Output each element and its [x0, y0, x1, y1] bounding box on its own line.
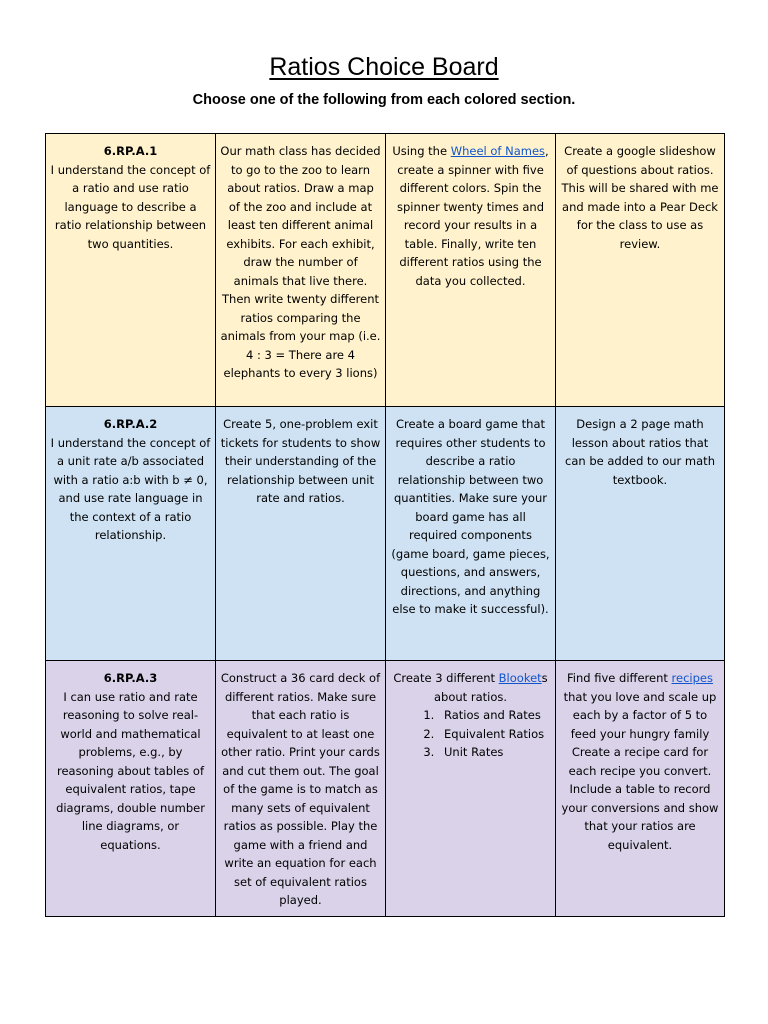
choice-cell: [216, 407, 386, 661]
blooket-link[interactable]: Blooket: [498, 671, 542, 685]
choice-cell: [386, 407, 556, 661]
choice-cell: [556, 661, 725, 917]
standard-cell: [46, 661, 216, 917]
standard-cell: [46, 407, 216, 661]
choice-cell: [556, 134, 725, 407]
choice-text-before: Find five different: [567, 671, 672, 685]
standard-code: 6.RP.A.1: [103, 144, 158, 158]
choice-cell: [556, 407, 725, 661]
standard-code: 6.RP.A.3: [103, 671, 158, 685]
choice-text: Create 5, one-problem exit tickets for students to show their understanding of the relationship between unit rate and ratios.: [220, 417, 381, 505]
page-subtitle: Choose one of the following from each colored section.: [192, 92, 576, 108]
board-row-rp-a1: [46, 134, 725, 407]
choice-text: Create a board game that requires other students to describe a ratio relationship between two quantities. Make sure your board game has all required components (game board, game pieces, questions, and answers, directions, and anything else to make it successful).: [391, 417, 550, 616]
list-item: 1. Ratios and Rates: [438, 706, 551, 725]
choice-text-after: , create a spinner with five different colors. Spin the spinner twenty times and record your results in a table. Finally, write ten different ratios using the data you collected.: [396, 144, 549, 288]
standard-text: I understand the concept of a ratio and use ratio language to describe a ratio relationship between two quantities.: [50, 162, 211, 251]
choice-board-table: [45, 133, 725, 917]
blooket-topic-list: [390, 706, 551, 762]
choice-text: Create a google slideshow of questions about ratios. This will be shared with me and made into a Pear Deck for the class to use as review.: [561, 144, 719, 251]
choice-cell: [386, 134, 556, 407]
choice-cell: [216, 661, 386, 917]
board-row-rp-a3: [46, 661, 725, 917]
choice-cell: [216, 134, 386, 407]
list-item: 3. Unit Rates: [438, 743, 551, 762]
standard-code: 6.RP.A.2: [103, 417, 158, 431]
choice-text: Design a 2 page math lesson about ratios that can be added to our math textbook.: [565, 417, 715, 487]
choice-text-before: Using the: [392, 144, 451, 158]
choice-text-after: that you love and scale up each by a factor of 5 to feed your hungry family Create a recipe card for each recipe you convert. Include a table to record your conversions and show that your ratios are equivalent.: [561, 689, 719, 852]
page-title: Ratios Choice Board: [269, 53, 499, 81]
wheel-of-names-link[interactable]: Wheel of Names: [450, 144, 546, 158]
choice-text-before: Create 3 different: [393, 671, 499, 685]
standard-text: I can use ratio and rate reasoning to solve real-world and mathematical problems, e.g., by reasoning about tables of equivalent ratios, tape diagrams, double number line diagrams, or equations.: [56, 689, 205, 852]
board-row-rp-a2: [46, 407, 725, 661]
recipes-link[interactable]: recipes: [671, 671, 713, 685]
choice-text: Construct a 36 card deck of different ratios. Make sure that each ratio is equivalent to at least one other ratio. Print your cards and cut them out. The goal of the game is to match as many sets of equivalent ratios as possible. Play the game with a friend and write an equation for each set of equivalent ratios played.: [220, 671, 381, 907]
choice-text-after: s about ratios.: [434, 671, 548, 704]
standard-cell: [46, 134, 216, 407]
standard-text: I understand the concept of a unit rate a/b associated with a ratio a:b with b ≠ 0, and use rate language in the context of a ratio relationship.: [50, 435, 211, 542]
choice-text: Our math class has decided to go to the zoo to learn about ratios. Draw a map of the zoo and include at least ten different animal exhibits. For each exhibit, draw the number of animals that live there. Then write twenty different ratios comparing the animals from your map (i.e. 4 : 3 = There are 4 elephants to every 3 lions): [220, 144, 381, 380]
choice-cell: [386, 661, 556, 917]
list-item: 2. Equivalent Ratios: [438, 725, 551, 744]
